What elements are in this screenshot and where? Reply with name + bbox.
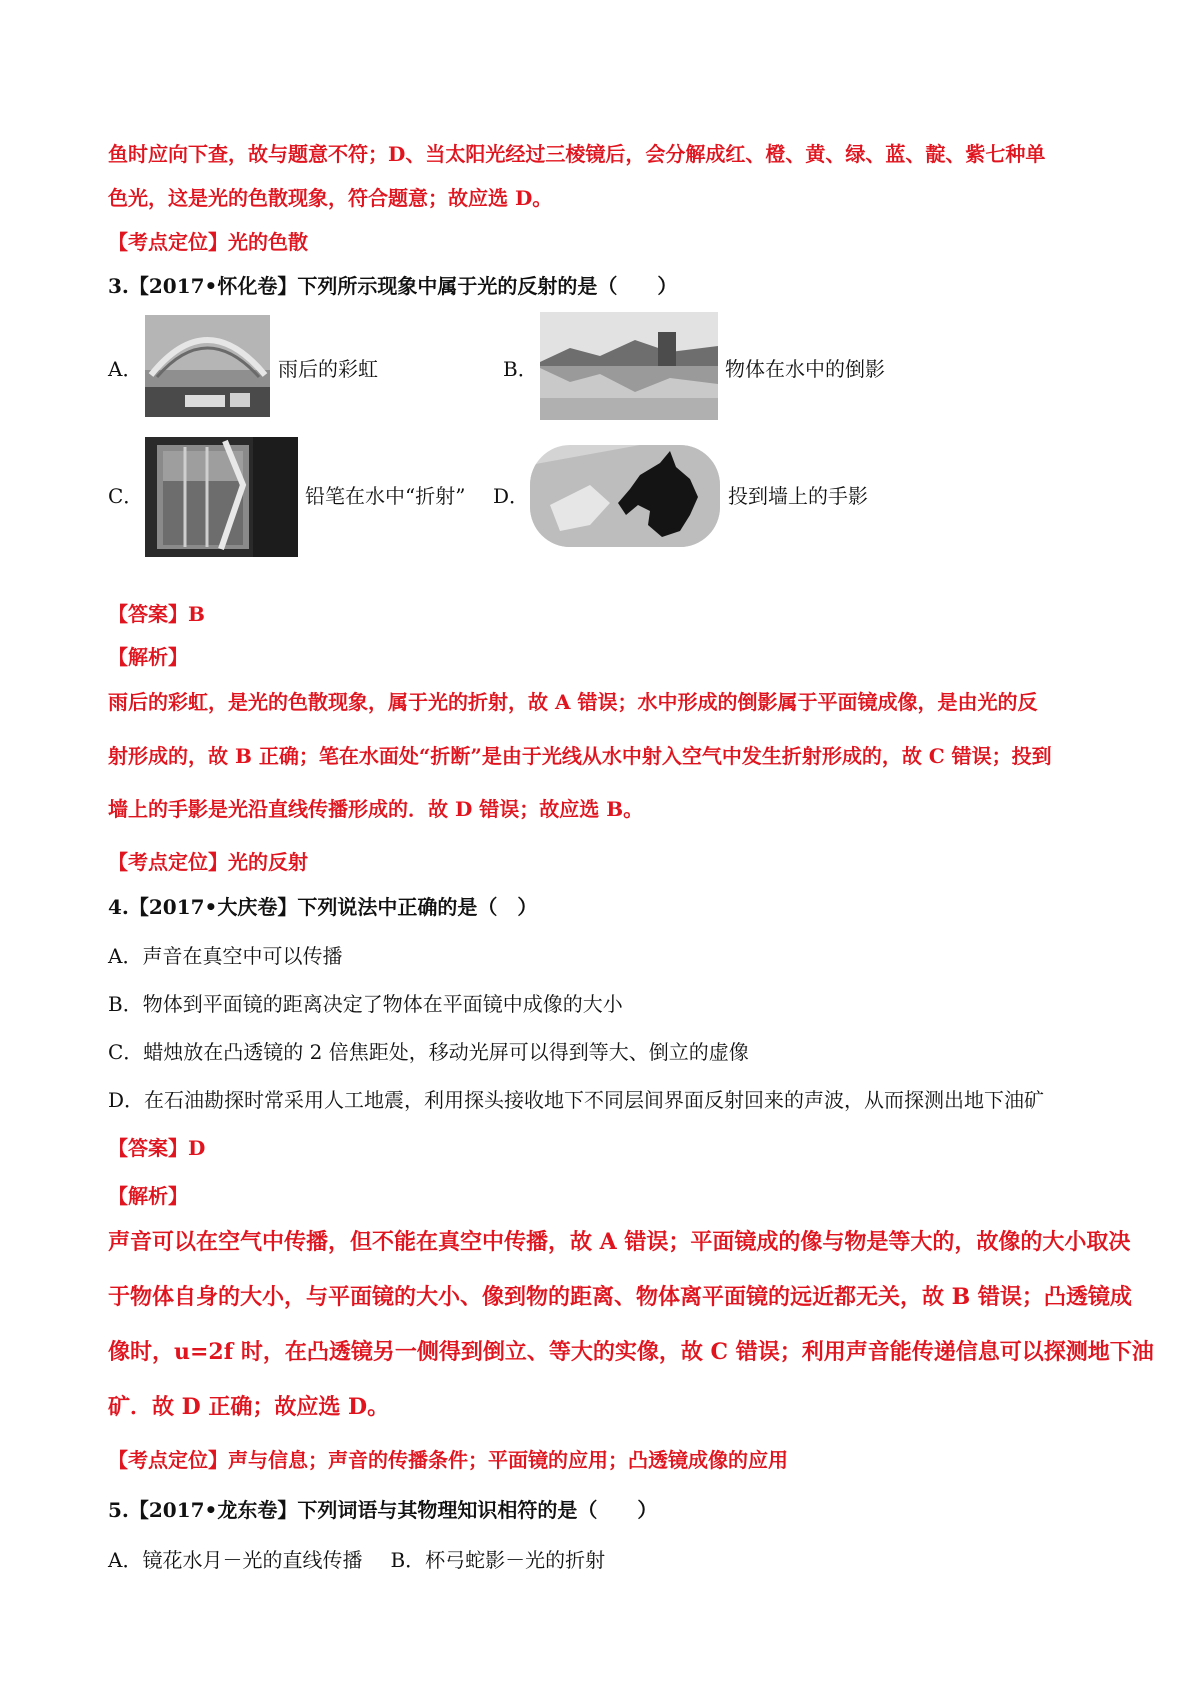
hand-shadow-image	[530, 445, 720, 547]
q3-analysis-line: 射形成的，故 B 正确；笔在水面处“折断”是由于光线从水中射入空气中发生折射形成的，故 C 错误；投到	[108, 744, 1052, 768]
answer-tag: 【答案】	[108, 1136, 188, 1160]
q5-options	[108, 1546, 605, 1574]
q3-option-c-label: C．	[108, 484, 144, 508]
q4-point	[108, 1446, 788, 1474]
q4-option-a: A．声音在真空中可以传播	[108, 944, 343, 968]
rainbow-photo	[145, 315, 270, 417]
q3-option-b-label: B．	[503, 357, 538, 381]
q5-option-b: B．杯弓蛇影－光的折射	[390, 1548, 606, 1572]
pencil-image	[145, 437, 298, 557]
q3-analysis-tag: 【解析】	[108, 645, 188, 669]
point-tag: 【考点定位】	[108, 850, 228, 874]
reflection-image	[540, 312, 718, 420]
q4-analysis-line: 声音可以在空气中传播，但不能在真空中传播，故 A 错误；平面镜成的像与物是等大的，故像的大小取决	[108, 1229, 1131, 1255]
rainbow-image	[145, 315, 270, 417]
q4-option-b: B．物体到平面镜的距离决定了物体在平面镜中成像的大小	[108, 992, 623, 1016]
q3-analysis-line: 雨后的彩虹，是光的色散现象，属于光的折射，故 A 错误；水中形成的倒影属于平面镜成像，是由光的反	[108, 690, 1038, 714]
q4-analysis-line: 矿．故 D 正确；故应选 D。	[108, 1394, 390, 1420]
answer-tag: 【答案】	[108, 602, 188, 626]
q3-option-b-text: 物体在水中的倒影	[725, 357, 885, 381]
answer-value: D	[188, 1136, 206, 1160]
q4-analysis-line: 像时，u=2f 时，在凸透镜另一侧得到倒立、等大的实像，故 C 错误；利用声音能传递信息可以探测地下油	[108, 1339, 1154, 1365]
point-text: 光的反射	[228, 850, 308, 874]
q3-option-a-text: 雨后的彩虹	[278, 357, 378, 381]
point-text: 声与信息；声音的传播条件；平面镜的应用；凸透镜成像的应用	[228, 1448, 788, 1472]
q3-option-d-label: D．	[493, 484, 530, 508]
point-tag: 【考点定位】	[108, 230, 228, 254]
q2-analysis-line: 色光，这是光的色散现象，符合题意；故应选 D。	[108, 186, 553, 210]
point-tag: 【考点定位】	[108, 1448, 228, 1472]
q4-answer	[108, 1134, 205, 1162]
answer-value: B	[188, 602, 205, 626]
q4-stem: 4.【2017•大庆卷】下列说法中正确的是（ ）	[108, 895, 538, 919]
q5-stem: 5.【2017•龙东卷】下列词语与其物理知识相符的是（ ）	[108, 1498, 658, 1522]
point-text: 光的色散	[228, 230, 308, 254]
q4-option-c: C．蜡烛放在凸透镜的 2 倍焦距处，移动光屏可以得到等大、倒立的虚像	[108, 1040, 749, 1064]
hand-shadow-photo	[530, 445, 720, 547]
q5-option-a: A．镜花水月－光的直线传播	[108, 1548, 363, 1572]
reflection-photo	[540, 312, 718, 420]
q3-option-c-text: 铅笔在水中“折射”	[305, 484, 466, 508]
q3-option-d-text: 投到墙上的手影	[728, 484, 868, 508]
q3-analysis-line: 墙上的手影是光沿直线传播形成的．故 D 错误；故应选 B。	[108, 797, 644, 821]
q4-option-d: D．在石油勘探时常采用人工地震，利用探头接收地下不同层间界面反射回来的声波，从而探测出地下油矿	[108, 1088, 1045, 1112]
q3-point	[108, 848, 308, 876]
q4-analysis-line: 于物体自身的大小，与平面镜的大小、像到物的距离、物体离平面镜的远近都无关，故 B 错误；凸透镜成	[108, 1284, 1132, 1310]
pencil-photo	[145, 437, 298, 557]
q2-point	[108, 228, 308, 256]
q4-analysis-tag: 【解析】	[108, 1184, 188, 1208]
q2-analysis-line: 鱼时应向下查，故与题意不符；D、当太阳光经过三棱镜后，会分解成红、橙、黄、绿、蓝、靛、紫七种单	[108, 142, 1046, 166]
q3-option-a-label: A．	[108, 357, 143, 381]
q3-stem: 3.【2017•怀化卷】下列所示现象中属于光的反射的是（ ）	[108, 274, 678, 298]
q3-answer	[108, 600, 205, 628]
